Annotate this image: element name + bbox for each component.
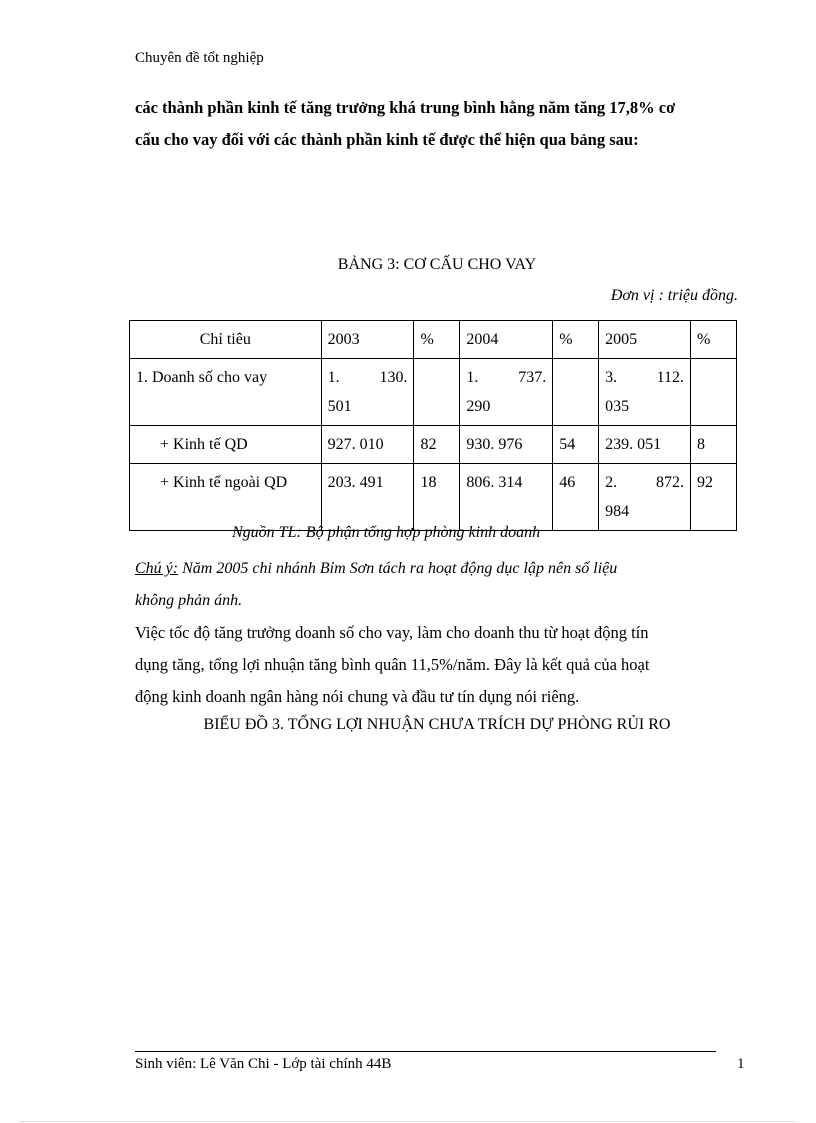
table-header-row xyxy=(130,321,737,359)
note-label: Chú ý: xyxy=(135,560,179,577)
header-cell: % xyxy=(553,321,599,359)
body-line-2: dụng tăng, tổng lợi nhuận tăng bình quân 11,5%/năm. Đây là kết quả của hoạt xyxy=(135,655,650,674)
value-cell xyxy=(460,359,553,426)
header-cell: % xyxy=(691,321,737,359)
percent-cell: 18 xyxy=(414,464,460,531)
table-row xyxy=(130,464,737,531)
intro-paragraph xyxy=(135,92,739,156)
value-cell: 203. 491 xyxy=(321,464,414,531)
table-row xyxy=(130,359,737,426)
source-note: Nguồn TL: Bộ phận tổng hợp phòng kinh doanh xyxy=(232,524,541,541)
chart-title: BIỂU ĐỒ 3. TỔNG LỢI NHUẬN CHƯA TRÍCH DỰ PHÒNG RỦI RO xyxy=(203,716,671,733)
header-cell: % xyxy=(414,321,460,359)
note-paragraph xyxy=(135,553,739,617)
value-part: 290 xyxy=(466,398,491,415)
header-cell: Chỉ tiêu xyxy=(130,321,322,359)
value-cell xyxy=(599,359,691,426)
page-header: Chuyên đề tốt nghiệp xyxy=(135,50,264,66)
body-line-1: Việc tốc độ tăng trưởng doanh số cho vay, làm cho doanh thu từ hoạt động tín xyxy=(135,623,649,642)
header-cell: 2003 xyxy=(321,321,414,359)
percent-cell xyxy=(691,359,737,426)
page-bottom-border xyxy=(20,1121,796,1122)
value-part: 737. xyxy=(518,369,547,386)
value-part: 501 xyxy=(327,398,352,415)
value-cell: 930. 976 xyxy=(460,426,553,464)
note-text-1: Năm 2005 chi nhánh Bỉm Sơn tách ra hoạt động dục lập nên số liệu xyxy=(178,560,618,577)
value-part: 035 xyxy=(605,398,630,415)
value-part: 112. xyxy=(656,369,685,386)
loan-structure-table xyxy=(129,320,737,531)
value-part: 1. xyxy=(466,369,479,386)
header-cell: 2005 xyxy=(599,321,691,359)
body-line-3: động kinh doanh ngân hàng nói chung và đầu tư tín dụng nói riêng. xyxy=(135,687,580,706)
percent-cell: 46 xyxy=(553,464,599,531)
row-label: + Kinh tế QD xyxy=(130,426,322,464)
body-paragraph xyxy=(135,617,739,713)
value-cell xyxy=(599,464,691,531)
row-label: 1. Doanh số cho vay xyxy=(130,359,322,426)
page-number: 1 xyxy=(737,1056,745,1072)
percent-cell xyxy=(414,359,460,426)
value-cell: 239. 051 xyxy=(599,426,691,464)
intro-line-2: cấu cho vay đối với các thành phần kinh tế được thể hiện qua bảng sau: xyxy=(135,130,639,149)
percent-cell: 8 xyxy=(691,426,737,464)
percent-cell: 54 xyxy=(553,426,599,464)
value-cell: 927. 010 xyxy=(321,426,414,464)
value-cell: 806. 314 xyxy=(460,464,553,531)
footer-divider xyxy=(135,1051,716,1052)
percent-cell: 82 xyxy=(414,426,460,464)
table-title: BẢNG 3: CƠ CẤU CHO VAY xyxy=(337,256,537,273)
percent-cell: 92 xyxy=(691,464,737,531)
value-part: 872. xyxy=(656,474,685,491)
row-label: + Kinh tế ngoài QD xyxy=(130,464,322,531)
value-part: 1. xyxy=(327,369,340,386)
header-cell: 2004 xyxy=(460,321,553,359)
table-row xyxy=(130,426,737,464)
value-cell xyxy=(321,359,414,426)
percent-cell xyxy=(553,359,599,426)
value-part: 130. xyxy=(379,369,408,386)
page-footer: Sinh viên: Lê Văn Chi - Lớp tài chính 44B xyxy=(135,1056,392,1072)
note-text-2: không phản ánh. xyxy=(135,592,243,609)
value-part: 3. xyxy=(605,369,618,386)
unit-label: Đơn vị : triệu đồng. xyxy=(610,287,738,304)
intro-line-1: các thành phần kinh tế tăng trưởng khá trung bình hằng năm tăng 17,8% cơ xyxy=(135,98,676,117)
value-part: 984 xyxy=(605,503,630,520)
value-part: 2. xyxy=(605,474,618,491)
